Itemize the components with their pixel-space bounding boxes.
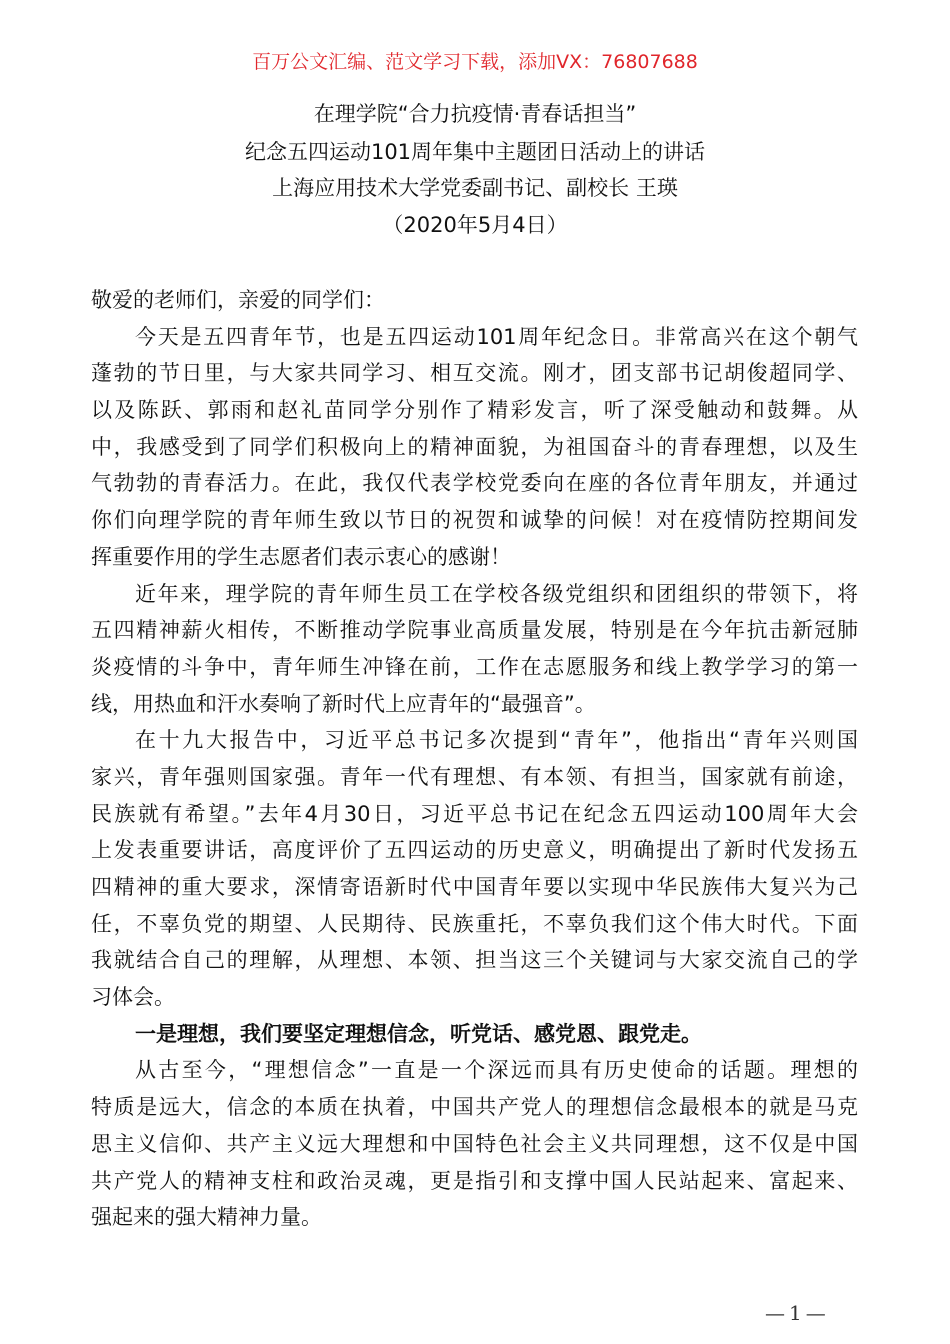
- title-line-2: 纪念五四运动101周年集中主题团日活动上的讲话: [244, 140, 706, 164]
- text-line: 以及陈跃、郭雨和赵礼苗同学分别作了精彩发言，听了深受触动和鼓舞。从: [91, 398, 858, 423]
- text-line: 挥重要作用的学生志愿者们表示衷心的感谢！: [91, 544, 511, 569]
- text-line: 敬爱的老师们，亲爱的同学们：: [91, 288, 385, 312]
- text-line: 任，不辜负党的期望、人民期待、民族重托，不辜负我们这个伟大时代。下面: [91, 911, 858, 936]
- text-line: 我就结合自己的理解，从理想、本领、担当这三个关键词与大家交流自己的学: [91, 948, 858, 973]
- text-line: 中，我感受到了同学们积极向上的精神面貌，为祖国奋斗的青春理想，以及生: [91, 434, 858, 459]
- watermark-banner: 百万公文汇编、范文学习下载，添加VX：76807688: [252, 51, 698, 73]
- date-line: （2020年5月4日）: [382, 213, 568, 237]
- text-line: 共产党人的精神支柱和政治灵魂，更是指引和支撑中国人民站起来、富起来、: [91, 1168, 858, 1193]
- text-line: 思主义信仰、共产主义远大理想和中国特色社会主义共同理想，这不仅是中国: [91, 1131, 858, 1156]
- text-line: 炎疫情的斗争中，青年师生冲锋在前，工作在志愿服务和线上教学学习的第一: [91, 654, 858, 679]
- text-line: 特质是远大，信念的本质在执着，中国共产党人的理想信念最根本的就是马克: [91, 1095, 858, 1120]
- text-line: 近年来，理学院的青年师生员工在学校各级党组织和团组织的带领下，将: [135, 581, 858, 606]
- text-line: 蓬勃的节日里，与大家共同学习、相互交流。刚才，团支部书记胡俊超同学、: [91, 361, 858, 386]
- page-number: —1—: [765, 1301, 830, 1325]
- text-line: 上发表重要讲话，高度评价了五四运动的历史意义，明确提出了新时代发扬五: [91, 838, 858, 863]
- text-line: 今天是五四青年节，也是五四运动101周年纪念日。非常高兴在这个朝气: [135, 324, 858, 349]
- text-line: 习体会。: [91, 985, 175, 1010]
- text-line: 线，用热血和汗水奏响了新时代上应青年的“最强音”。: [91, 691, 596, 716]
- section-heading: 一是理想，我们要坚定理想信念，听党话、感党恩、跟党走。: [135, 1021, 702, 1046]
- text-line: 从古至今，“理想信念”一直是一个深远而具有历史使命的话题。理想的: [135, 1058, 858, 1083]
- text-line: 你们向理学院的青年师生致以节日的祝贺和诚挚的问候！对在疫情防控期间发: [91, 508, 858, 533]
- text-line: 气勃勃的青春活力。在此，我仅代表学校党委向在座的各位青年朋友，并通过: [91, 471, 858, 496]
- text-line: 五四精神薪火相传，不断推动学院事业高质量发展，特别是在今年抗击新冠肺: [91, 618, 858, 643]
- document-body: [91, 282, 858, 1236]
- text-line: 民族就有希望。”去年4月30日，习近平总书记在纪念五四运动100周年大会: [91, 801, 858, 826]
- author-line: 上海应用技术大学党委副书记、副校长 王瑛: [272, 176, 678, 200]
- text-line: 四精神的重大要求，深情寄语新时代中国青年要以实现中华民族伟大复兴为己: [91, 875, 858, 899]
- title-line-1: 在理学院“合力抗疫情·青春话担当”: [313, 102, 637, 126]
- text-line: 强起来的强大精神力量。: [91, 1205, 322, 1230]
- text-line: 家兴，青年强则国家强。青年一代有理想、有本领、有担当，国家就有前途，: [91, 764, 858, 789]
- text-line: 在十九大报告中，习近平总书记多次提到“青年”，他指出“青年兴则国: [135, 728, 858, 753]
